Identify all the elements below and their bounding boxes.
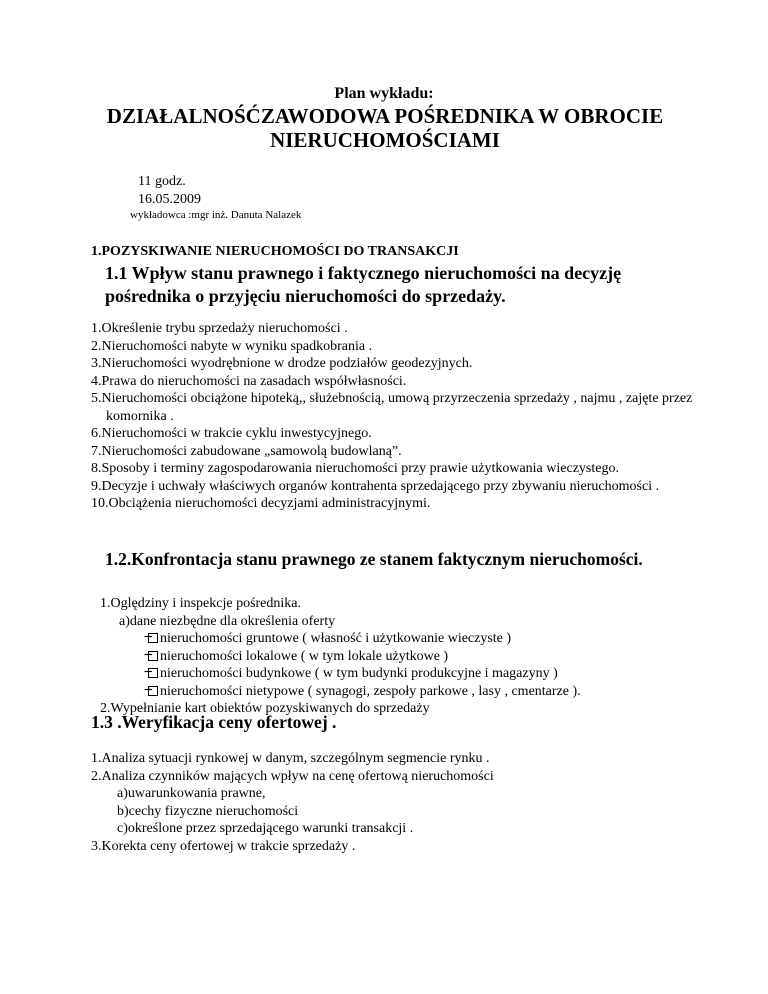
checklist-item-label: nieruchomości lokalowe ( w tym lokale użytkowe ): [160, 648, 449, 664]
subsection-1-2-list: [100, 595, 740, 718]
list-item: b)cechy fizyczne nieruchomości: [117, 803, 299, 819]
checkbox-minus-icon: [144, 630, 159, 644]
checklist-item-label: nieruchomości gruntowe ( własność i użytkowanie wieczyste ): [160, 631, 512, 646]
section1-title: 1.POZYSKIWANIE NIERUCHOMOŚCI DO TRANSAKCJI: [91, 244, 459, 259]
checklist-item: [100, 683, 740, 701]
list-item: c)określone przez sprzedającego warunki transakcji .: [117, 821, 414, 836]
main-title-line1: DZIAŁALNOŚĆZAWODOWA POŚREDNIKA W OBROCIE: [106, 104, 664, 128]
list-item: 1.Oględziny i inspekcje pośrednika.: [100, 596, 302, 611]
list-item: 3.Korekta ceny ofertowej w trakcie sprzedaży .: [91, 838, 356, 854]
plan-label: Plan wykładu:: [334, 85, 434, 102]
lecturer-text: wykładowca :mgr inż. Danuta Nalazek: [130, 209, 302, 221]
main-title-line2: NIERUCHOMOŚCIAMI: [270, 128, 500, 152]
list-item: 7.Nieruchomości zabudowane „samowolą budowlaną”.: [91, 443, 402, 459]
subsection-1-3-title: 1.3 .Weryfikacja ceny ofertowej .: [91, 712, 337, 732]
list-item: 2.Wypełnianie kart obiektów pozyskiwanych do sprzedaży: [100, 701, 430, 716]
checkbox-minus-icon: [144, 665, 159, 679]
checklist-item: [100, 648, 740, 666]
subsection-1-1-title: 1.1 Wpływ stanu prawnego i faktycznego nieruchomości na decyzję pośrednika o przyjęciu nieruchomości do sprzedaży.: [105, 263, 622, 306]
list-item: 1.Analiza sytuacji rynkowej w danym, szczególnym segmencie rynku .: [91, 751, 490, 766]
list-item: 6.Nieruchomości w trakcie cyklu inwestycyjnego.: [91, 426, 372, 441]
list-item: 1.Określenie trybu sprzedaży nieruchomości .: [91, 321, 348, 336]
subsection-1-2-title: 1.2.Konfrontacja stanu prawnego ze stanem faktycznym nieruchomości.: [105, 549, 643, 569]
list-item: 2.Nieruchomości nabyte w wyniku spadkobrania .: [91, 338, 373, 354]
list-item: 2.Analiza czynników mających wpływ na cenę ofertową nieruchomości: [91, 768, 494, 784]
list-item: 4.Prawa do nieruchomości na zasadach współwłasności.: [91, 373, 407, 389]
list-item: a)dane niezbędne dla określenia oferty: [119, 613, 336, 629]
subsection-1-3-list: [91, 750, 731, 855]
hours-text: 11 godz.: [138, 174, 186, 189]
checklist-item: [100, 665, 740, 683]
list-item: 8.Sposoby i terminy zagospodarowania nieruchomości przy prawie użytkowania wieczystego.: [91, 461, 619, 476]
subsection-1-1-list: [91, 320, 731, 513]
list-item: 5.Nieruchomości obciążone hipoteką,, służebnością, umową przyrzeczenia sprzedaży , najmu , zajęte przez komornika .: [91, 391, 693, 424]
list-item: 9.Decyzje i uchwały właściwych organów kontrahenta sprzedającego przy zbywaniu nieruchomości .: [91, 478, 660, 494]
list-item: 3.Nieruchomości wyodrębnione w drodze podziałów geodezyjnych.: [91, 356, 473, 371]
checklist-item-label: nieruchomości budynkowe ( w tym budynki produkcyjne i magazyny ): [160, 666, 558, 681]
checklist-item-label: nieruchomości nietypowe ( synagogi, zespoły parkowe , lasy , cmentarze ).: [160, 683, 581, 699]
date-text: 16.05.2009: [138, 192, 201, 207]
list-item: 10.Obciążenia nieruchomości decyzjami administracyjnymi.: [91, 496, 431, 511]
checklist-item: [100, 630, 740, 648]
main-title: [90, 104, 680, 152]
list-item: a)uwarunkowania prawne,: [117, 786, 266, 801]
checkbox-minus-icon: [144, 648, 159, 662]
checkbox-minus-icon: [144, 683, 159, 697]
